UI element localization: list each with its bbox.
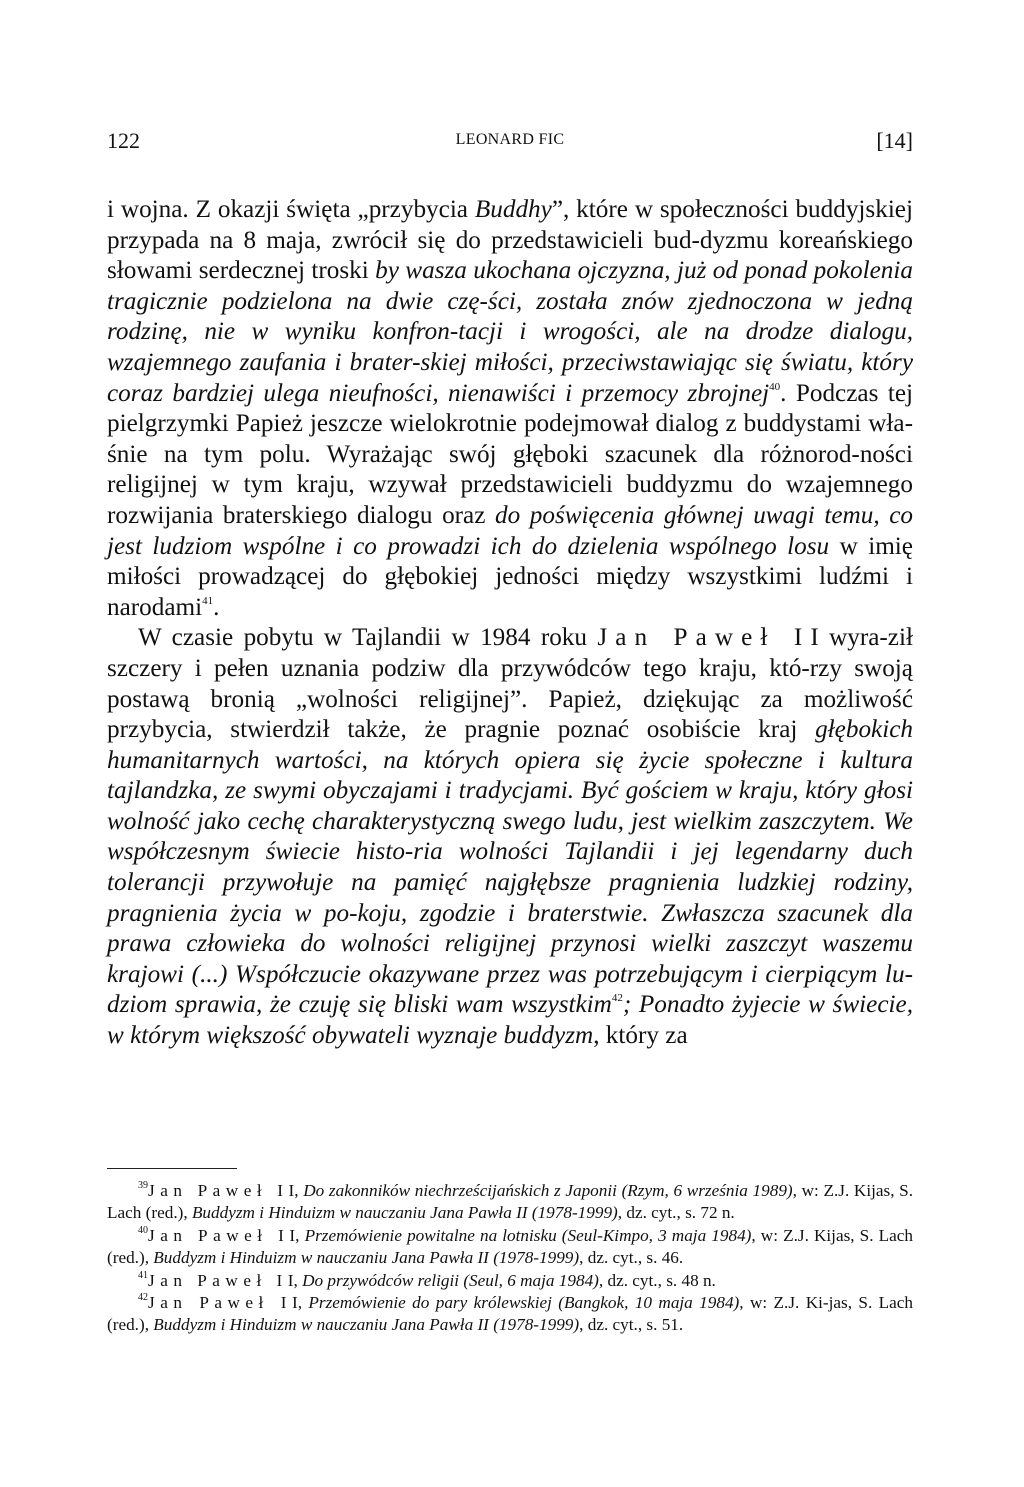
footnote-title: Przemówienie do pary królewskiej (Bangkok, 10 maja 1984) [308,1293,740,1313]
footnote-author-last: I [289,1225,296,1245]
page [107,0,913,1487]
footnote-book: Buddyzm i Hinduizm w nauczaniu Jana Pawła II (1978-1999) [191,1203,618,1223]
text-run: . [213,593,220,621]
footnote-title: Do przywódców religii (Seul, 6 maja 1984) [302,1270,599,1290]
footnotes [107,1180,913,1337]
footnote-book: Buddyzm i Hinduizm w nauczaniu Jana Pawła II (1978-1999) [153,1248,580,1268]
footnote-41: $^{41}$Jan Paweł II, Do przywódców religii (Seul, 6 maja 1984), dz. cyt., s. 48 n. [138,1269,716,1290]
footnote-author: Jan Paweł I [148,1293,292,1313]
running-head [107,128,913,160]
spaced-name-last: I [810,624,819,652]
quotation-italic: do poświęcenia głównej uwagi temu, co jest ludziom wspólne i co prowadzi ich do dzielenia wspólnego losu [107,501,913,560]
text-run: , który za [593,1022,688,1050]
footnote-39: $^{39}$Jan Paweł II, Do zakonników niechrześcijańskich z Japonii (Rzym, 6 września 1989), w: Z.J. Kijas, S. Lach (red.), Buddyzm i Hinduizm w nauczaniu Jana Pawła II (1978-1999), dz. cyt., s. 72 n. [107,1180,914,1223]
footnote-text: , w: Z.J. Kijas, S. Lach (red.), [107,1181,914,1223]
footnote-divider [107,1168,237,1169]
footnote-author-last: I [288,1181,295,1200]
footnote-author: Jan Paweł I [148,1225,290,1245]
footnote-text: , dz. cyt., s. 46. [579,1248,684,1268]
section-marker: [14] [876,128,913,153]
footnote-number: 39 [138,1180,148,1191]
footnote-title: Do zakonników niechrześcijańskich z Japonii (Rzym, 6 września 1989) [303,1181,793,1200]
footnote-author-last: I [291,1293,298,1313]
footnote-42: $^{42}$Jan Paweł II, Przemówienie do pary królewskiej (Bangkok, 10 maja 1984), w: Z.J. Ki-jas, S. Lach (red.), Buddyzm i Hinduizm w nauczaniu Jana Pawła II (1978-1999), dz. cyt., s. 51. [107,1292,913,1335]
main-text [107,195,913,1052]
text-run: i wojna. Z okazji święta „przybycia [107,196,475,223]
footnote-text: , w: Z.J. Kijas, S. Lach (red.), [107,1225,914,1268]
footnote-book: Buddyzm i Hinduizm w nauczaniu Jana Pawła II (1978-1999) [153,1315,580,1335]
footnote-ref-41[interactable]: 41 [202,594,214,607]
footnote-title: Przemówienie powitalne na lotnisku (Seul-Kimpo, 3 maja 1984) [304,1225,752,1245]
footnote-ref-40[interactable]: 40 [769,380,781,393]
quotation-italic: by wasza ukochana ojczyzna, już od ponad pokolenia tragicznie podzielona na dwie czę-ści, została znów zjednoczona w jedną rodzinę, nie w wyniku konfron-tacji i wrogości, ale na drodze dialogu, wzajemnego zaufania i brater-skiej miłości, przeciwstawiając się światu, który coraz bardziej ulega nieufności, nienawiści i przemocy zbrojnej [107,257,913,407]
footnote-author: Jan Paweł I [148,1270,288,1290]
text-run: wyra-ził szczery i pełen uznania podziw dla przywódców tego kraju, któ-rzy swoją postawą bronią „wolności religijnej”. Papież, dziękując za możliwość przybycia, stwierdził także, że pragnie poznać osobiście kraj [107,624,913,744]
footnote-text: , dz. cyt., s. 51. [579,1315,684,1335]
footnote-text: , w: Z.J. Ki-jas, S. Lach (red.), [107,1293,913,1335]
quotation-italic: ; Ponadto żyjecie w świecie, w którym większość obywateli wyznaje buddyzm [107,991,913,1050]
footnote-text: , dz. cyt., s. 48 n. [598,1270,716,1290]
footnote-author: Jan Paweł I [148,1181,289,1200]
paragraph [107,195,913,623]
footnote-number: 41 [138,1269,148,1281]
text-run: ”, które w społeczności buddyjskiej przypada na 8 maja, zwrócił się do przedstawicieli bud-dyzmu koreańskiego słowami serdecznej troski [107,196,913,285]
spaced-name: Jan Paweł I [597,624,811,652]
quotation-italic: głębokich humanitarnych wartości, na których opiera się życie społeczne i kultura tajlandzka, ze swymi obyczajami i tradycjami. Być gościem w kraju, który głosi wolność jako cechę charakterystyczną swego ludu, jest wielkim zaszczytem. We współczesnym świecie histo-ria wolności Tajlandii i jej legendarny duch tolerancji przywołuje na pamięć najgłębsze pragnienia ludzkiej rodziny, pragnienia życia w po-koju, zgodzie i braterstwie. Zwłaszcza szacunek dla prawa człowieka do wolności religijnej przynosi wielki zaszczyt waszemu krajowi (...) Współczucie okazywane przez was potrzebującym i cierpiącym lu-dziom sprawia, że czuję się bliski wam wszystkim [107,716,913,1019]
text-run: . Podczas tej pielgrzymki Papież jeszcze wielokrotnie podejmował dialog z buddystami wła-śnie na tym polu. Wyrażając swój głęboki szacunek dla różnorod-ności religijnej w tym kraju, wzywał przedstawicieli buddyzmu do wzajemnego rozwijania braterskiego dialogu oraz [107,379,913,529]
paragraph [107,623,913,1051]
italic-run: Buddhy [474,196,552,223]
text-run: w imię miłości prowadzącej do głębokiej jedności między wszystkimi ludźmi i narodami [107,532,913,621]
footnote-number: 42 [138,1292,148,1304]
footnote-number: 40 [138,1224,148,1236]
text-run: W czasie pobytu w Tajlandii w 1984 roku [138,624,598,652]
footnote-author-last: I [287,1270,294,1290]
footnote-text: , dz. cyt., s. 72 n. [617,1203,735,1223]
running-head-author: LEONARD FIC [455,131,565,148]
footnote-ref-42[interactable]: 42 [611,992,623,1005]
footnote-40: $^{40}$Jan Paweł II, Przemówienie powitalne na lotnisku (Seul-Kimpo, 3 maja 1984), w: Z.J. Kijas, S. Lach (red.), Buddyzm i Hinduizm w nauczaniu Jana Pawła II (1978-1999), dz. cyt., s. 46. [107,1224,914,1268]
page-number: 122 [107,128,140,153]
